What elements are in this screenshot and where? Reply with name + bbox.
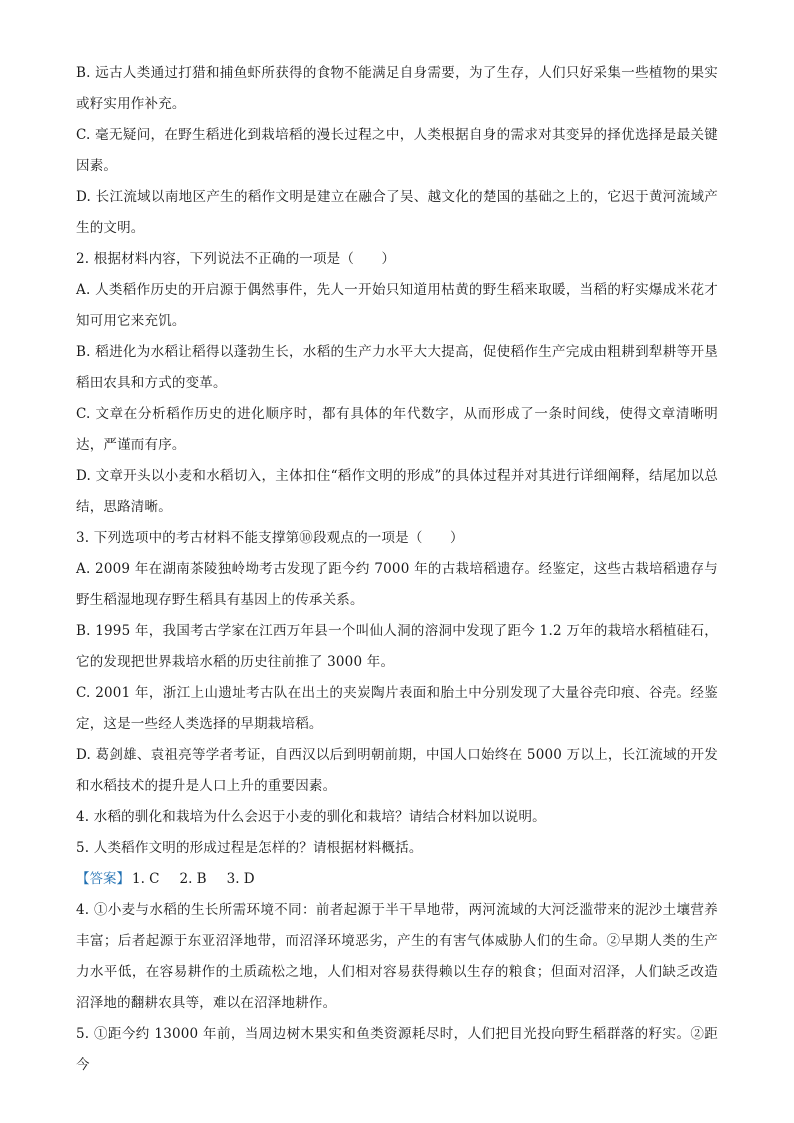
answer-item-3: 3. D (226, 871, 255, 887)
answer-tag: 【答案】 (76, 871, 130, 887)
q5-stem: 5. 人类稻作文明的形成过程是怎样的？请根据材料概括。 (76, 840, 423, 856)
answer-key-line (76, 864, 718, 895)
document-body (76, 58, 718, 1081)
q2-option-d: D. 文章开头以小麦和水稻切入，主体扣住“稻作文明的形成”的具体过程并对其进行详细阐释，结尾加以总结，思路清晰。 (76, 468, 718, 515)
q1-option-b: B. 远古人类通过打猎和捕鱼虾所获得的食物不能满足自身需要，为了生存，人们只好采集一些植物的果实或籽实用作补充。 (76, 65, 718, 112)
answer-5: 5. ①距今约 13000 年前，当周边树木果实和鱼类资源耗尽时，人们把目光投向野生稻群落的籽实。②距今 (76, 1026, 718, 1073)
q4-stem: 4. 水稻的驯化和栽培为什么会迟于小麦的驯化和栽培？请结合材料加以说明。 (76, 809, 546, 825)
q3-option-a: A. 2009 年在湖南茶陵独岭坳考古发现了距今约 7000 年的古栽培稻遗存。经鉴定，这些古栽培稻遗存与野生稻湿地现存野生稻具有基因上的传承关系。 (76, 561, 718, 608)
answer-4: 4. ①小麦与水稻的生长所需环境不同：前者起源于半干旱地带，两河流域的大河泛滥带来的泥沙土壤营养丰富；后者起源于东亚沼泽地带，而沼泽环境恶劣，产生的有害气体威胁人们的生命。②早期人类的生产力水平低，在容易耕作的土质疏松之地，人们相对容易获得赖以生存的粮食；但面对沼泽，人们缺乏改造沼泽地的翻耕农具等，难以在沼泽地耕作。 (76, 902, 718, 1011)
q1-option-d: D. 长江流域以南地区产生的稻作文明是建立在融合了吴、越文化的楚国的基础之上的，它迟于黄河流域产生的文明。 (76, 189, 718, 236)
q3-option-b: B. 1995 年，我国考古学家在江西万年县一个叫仙人洞的溶洞中发现了距今 1.2 万年的栽培水稻植硅石，它的发现把世界栽培水稻的历史往前推了 3000 年。 (76, 623, 718, 670)
q2-option-b: B. 稻进化为水稻让稻得以蓬勃生长，水稻的生产力水平大大提高，促使稻作生产完成由粗耕到犁耕等开垦稻田农具和方式的变革。 (76, 344, 718, 391)
q3-option-d: D. 葛剑雄、袁祖亮等学者考证，自西汉以后到明朝前期，中国人口始终在 5000 万以上，长江流域的开发和水稻技术的提升是人口上升的重要因素。 (76, 747, 718, 794)
q2-option-a: A. 人类稻作历史的开启源于偶然事件，先人一开始只知道用枯黄的野生稻来取暖，当稻的籽实爆成米花才知可用它来充饥。 (76, 282, 718, 329)
q2-option-c: C. 文章在分析稻作历史的进化顺序时，都有具体的年代数字，从而形成了一条时间线，使得文章清晰明达，严谨而有序。 (76, 406, 718, 453)
answer-item-1: 1. C (132, 871, 160, 887)
q3-option-c: C. 2001 年，浙江上山遗址考古队在出土的夹炭陶片表面和胎土中分别发现了大量谷壳印痕、谷壳。经鉴定，这是一些经人类选择的早期栽培稻。 (76, 685, 718, 732)
answer-item-2: 2. B (179, 871, 207, 887)
q2-stem: 2. 根据材料内容，下列说法不正确的一项是（ ） (76, 251, 396, 267)
q3-stem: 3. 下列选项中的考古材料不能支撑第⑩段观点的一项是（ ） (76, 530, 464, 546)
q1-option-c: C. 毫无疑问，在野生稻进化到栽培稻的漫长过程之中，人类根据自身的需求对其变异的择优选择是最关键因素。 (76, 127, 718, 174)
